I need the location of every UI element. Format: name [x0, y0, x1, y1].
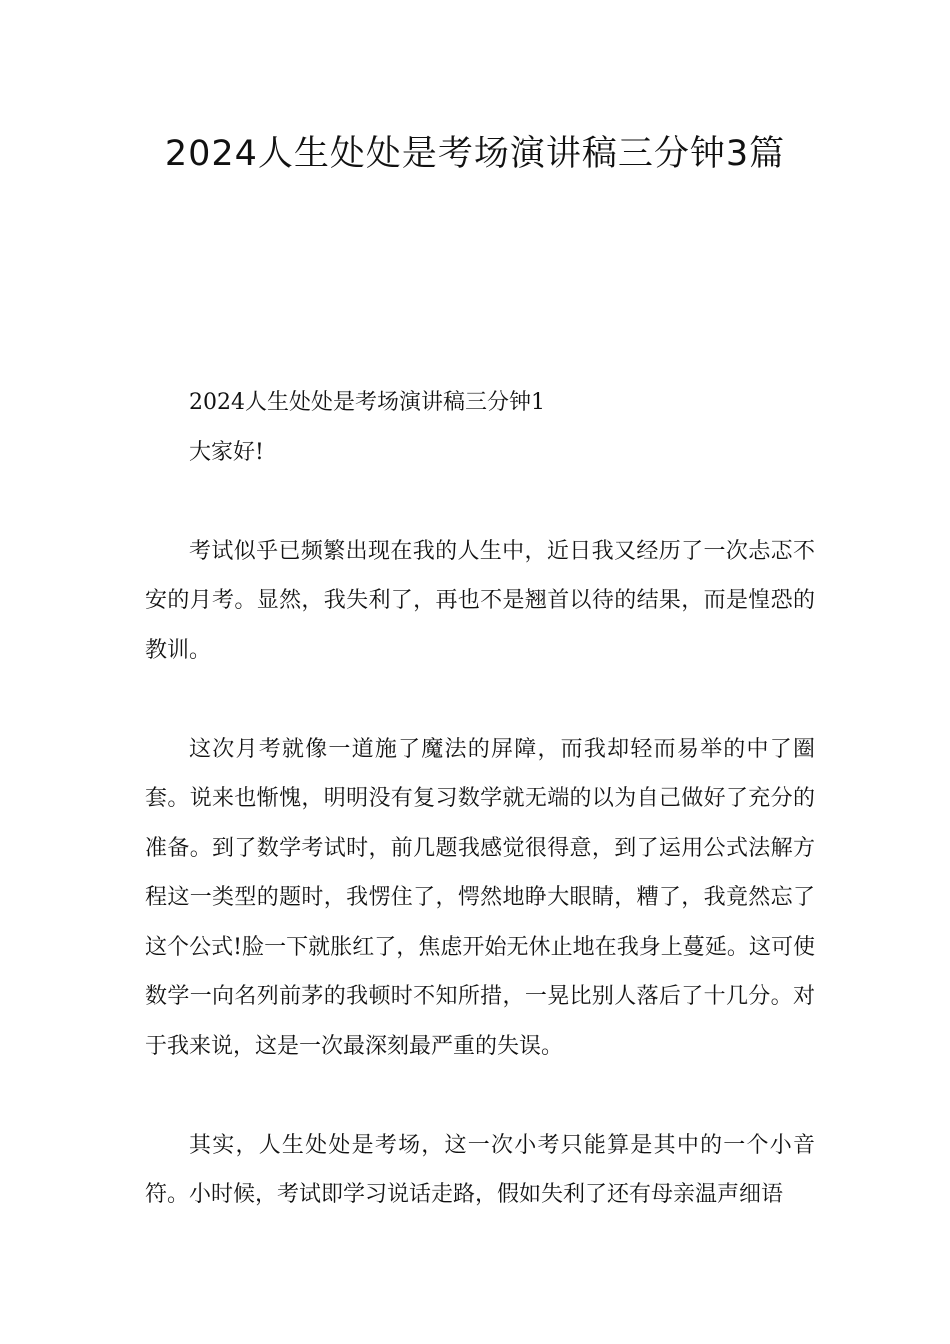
- greeting: 大家好!: [189, 439, 264, 465]
- document-body: [145, 378, 815, 1220]
- paragraph: 考试似乎已频繁出现在我的人生中，近日我又经历了一次忐忑不安的月考。显然，我失利了，再也不是翘首以待的结果，而是惶恐的教训。: [145, 538, 815, 663]
- document-title: 2024人生处处是考场演讲稿三分钟3篇: [164, 134, 786, 174]
- section-heading: 2024人生处处是考场演讲稿三分钟1: [189, 390, 545, 415]
- paragraph: 其实，人生处处是考场，这一次小考只能算是其中的一个小音符。小时候，考试即学习说话走路，假如失利了还有母亲温声细语: [145, 1132, 815, 1207]
- paragraph: 这次月考就像一道施了魔法的屏障，而我却轻而易举的中了圈套。说来也惭愧，明明没有复习数学就无端的以为自己做好了充分的准备。到了数学考试时，前几题我感觉很得意，到了运用公式法解方程这一类型的题时，我愣住了，愕然地睁大眼睛，糟了，我竟然忘了这个公式!脸一下就胀红了，焦虑开始无休止地在我身上蔓延。这可使数学一向名列前茅的我顿时不知所措，一晃比别人落后了十几分。对于我来说，这是一次最深刻最严重的失误。: [145, 736, 815, 1059]
